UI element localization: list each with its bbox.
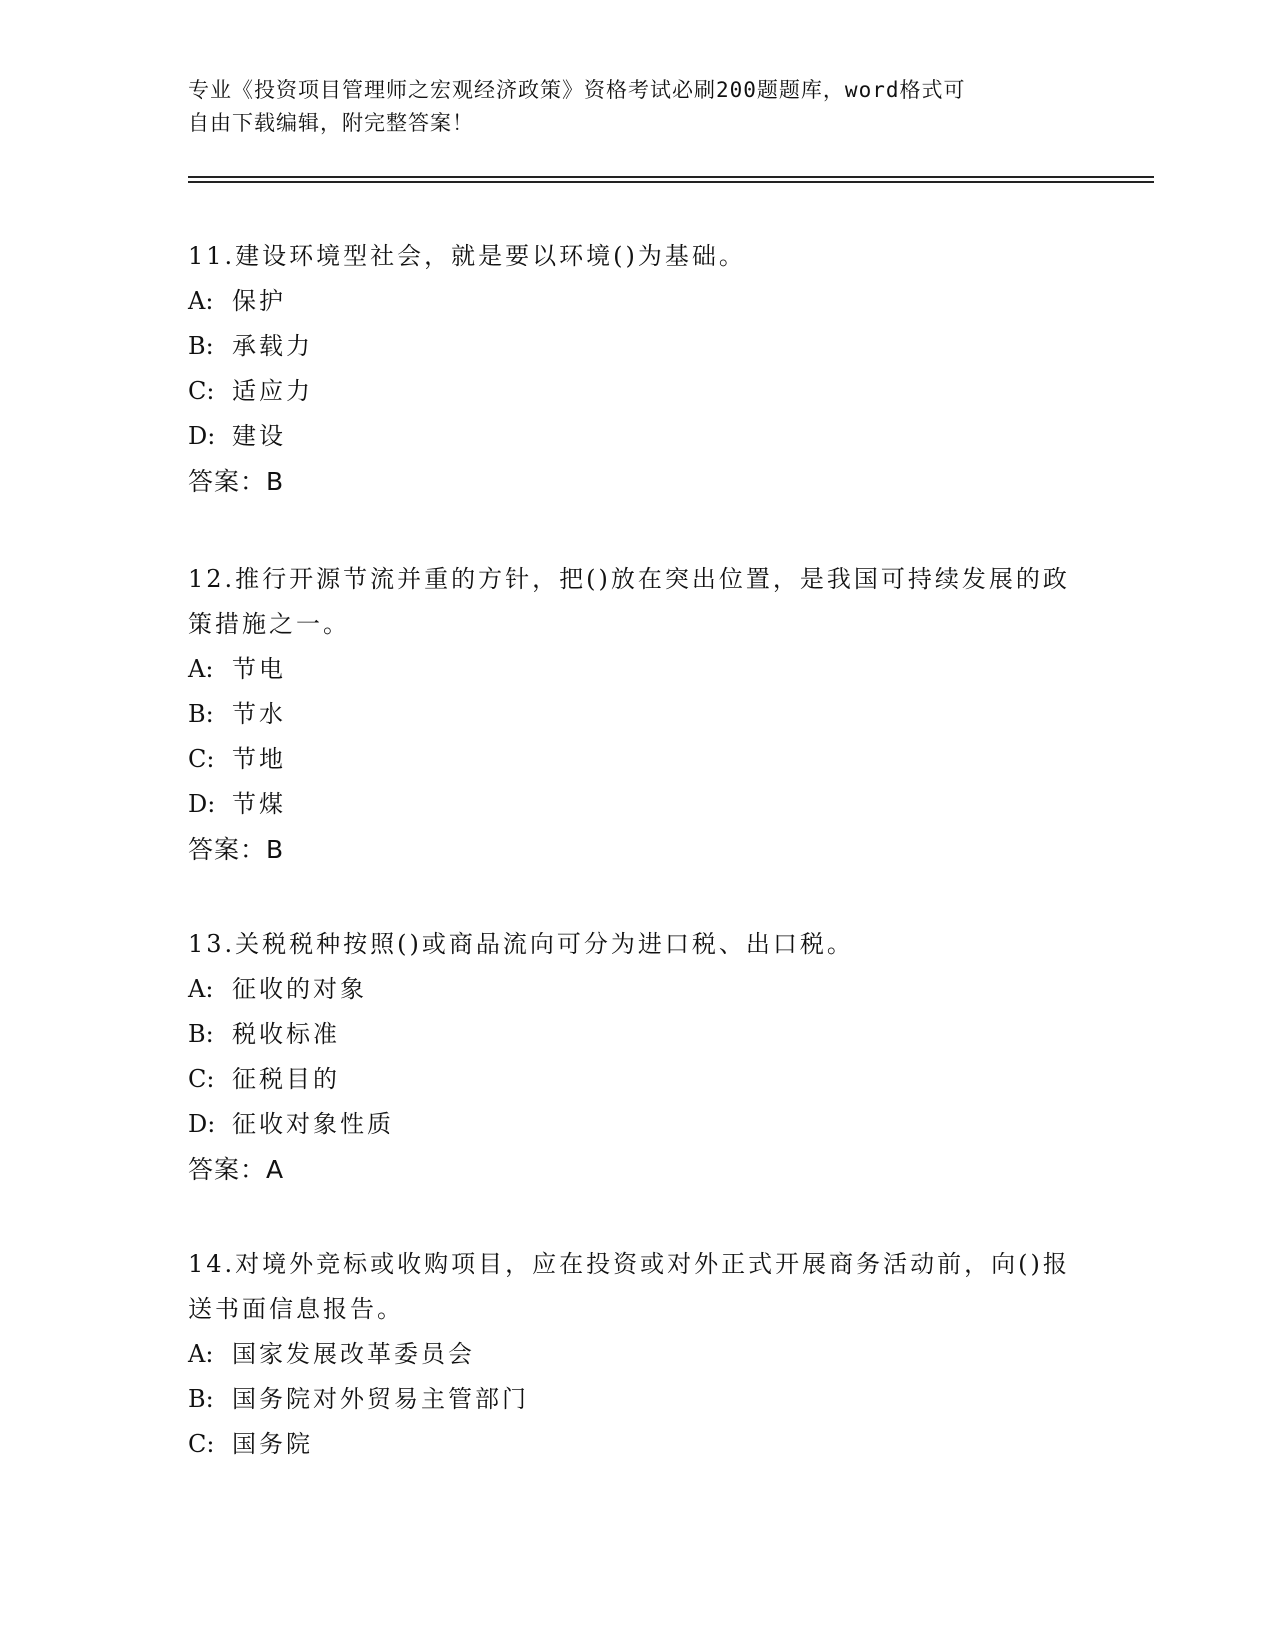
option-text: 节电 (232, 655, 286, 683)
option-a (188, 279, 1088, 324)
option-c (188, 1422, 1088, 1467)
option-text: 征收对象性质 (232, 1110, 394, 1138)
option-a (188, 967, 1088, 1012)
answer-line: 答案：A (188, 1155, 285, 1184)
option-letter: B: (188, 1020, 214, 1048)
header-divider-bottom (188, 181, 1154, 183)
option-text: 建设 (232, 422, 286, 450)
option-text: 承载力 (232, 332, 313, 360)
option-b (188, 1012, 1088, 1057)
option-letter: D: (188, 1110, 216, 1138)
option-letter: C: (188, 377, 215, 405)
option-letter: D: (188, 790, 216, 818)
header-line-2: 自由下载编辑，附完整答案！ (188, 111, 474, 135)
option-letter: A: (188, 287, 214, 315)
option-b (188, 692, 1088, 737)
option-text: 征税目的 (232, 1065, 340, 1093)
option-b (188, 1377, 1088, 1422)
option-text: 保护 (232, 287, 286, 315)
header-line-1: 专业《投资项目管理师之宏观经济政策》资格考试必刷200题题库，word格式可 (188, 78, 966, 102)
option-letter: A: (188, 975, 214, 1003)
option-letter: B: (188, 1385, 214, 1413)
document-header (188, 74, 1068, 140)
option-letter: C: (188, 1430, 215, 1458)
option-text: 国家发展改革委员会 (232, 1340, 475, 1368)
question-text: 11.建设环境型社会，就是要以环境()为基础。 (188, 242, 746, 270)
option-text: 税收标准 (232, 1020, 340, 1048)
answer-line: 答案：B (188, 467, 285, 496)
option-d (188, 414, 1088, 459)
option-text: 国务院对外贸易主管部门 (232, 1385, 529, 1413)
option-d (188, 782, 1088, 827)
question-text: 12.推行开源节流并重的方针，把()放在突出位置，是我国可持续发展的政策措施之一。 (188, 565, 1070, 638)
header-divider-top (188, 176, 1154, 178)
option-d (188, 1102, 1088, 1147)
option-letter: C: (188, 745, 215, 773)
question-14 (188, 1242, 1088, 1467)
option-c (188, 1057, 1088, 1102)
question-12 (188, 557, 1088, 873)
option-a (188, 647, 1088, 692)
question-text: 13.关税税种按照()或商品流向可分为进口税、出口税。 (188, 930, 854, 958)
option-c (188, 737, 1088, 782)
option-letter: D: (188, 422, 216, 450)
option-letter: B: (188, 332, 214, 360)
option-a (188, 1332, 1088, 1377)
option-text: 节水 (232, 700, 286, 728)
option-letter: A: (188, 1340, 214, 1368)
option-letter: C: (188, 1065, 215, 1093)
option-b (188, 324, 1088, 369)
option-text: 节煤 (232, 790, 286, 818)
question-13 (188, 922, 1088, 1193)
option-text: 征收的对象 (232, 975, 367, 1003)
question-text: 14.对境外竞标或收购项目，应在投资或对外正式开展商务活动前，向()报送书面信息报告。 (188, 1250, 1070, 1323)
answer-line: 答案：B (188, 835, 285, 864)
option-letter: B: (188, 700, 214, 728)
option-letter: A: (188, 655, 214, 683)
question-11 (188, 234, 1088, 505)
option-c (188, 369, 1088, 414)
option-text: 适应力 (232, 377, 313, 405)
option-text: 国务院 (232, 1430, 313, 1458)
option-text: 节地 (232, 745, 286, 773)
